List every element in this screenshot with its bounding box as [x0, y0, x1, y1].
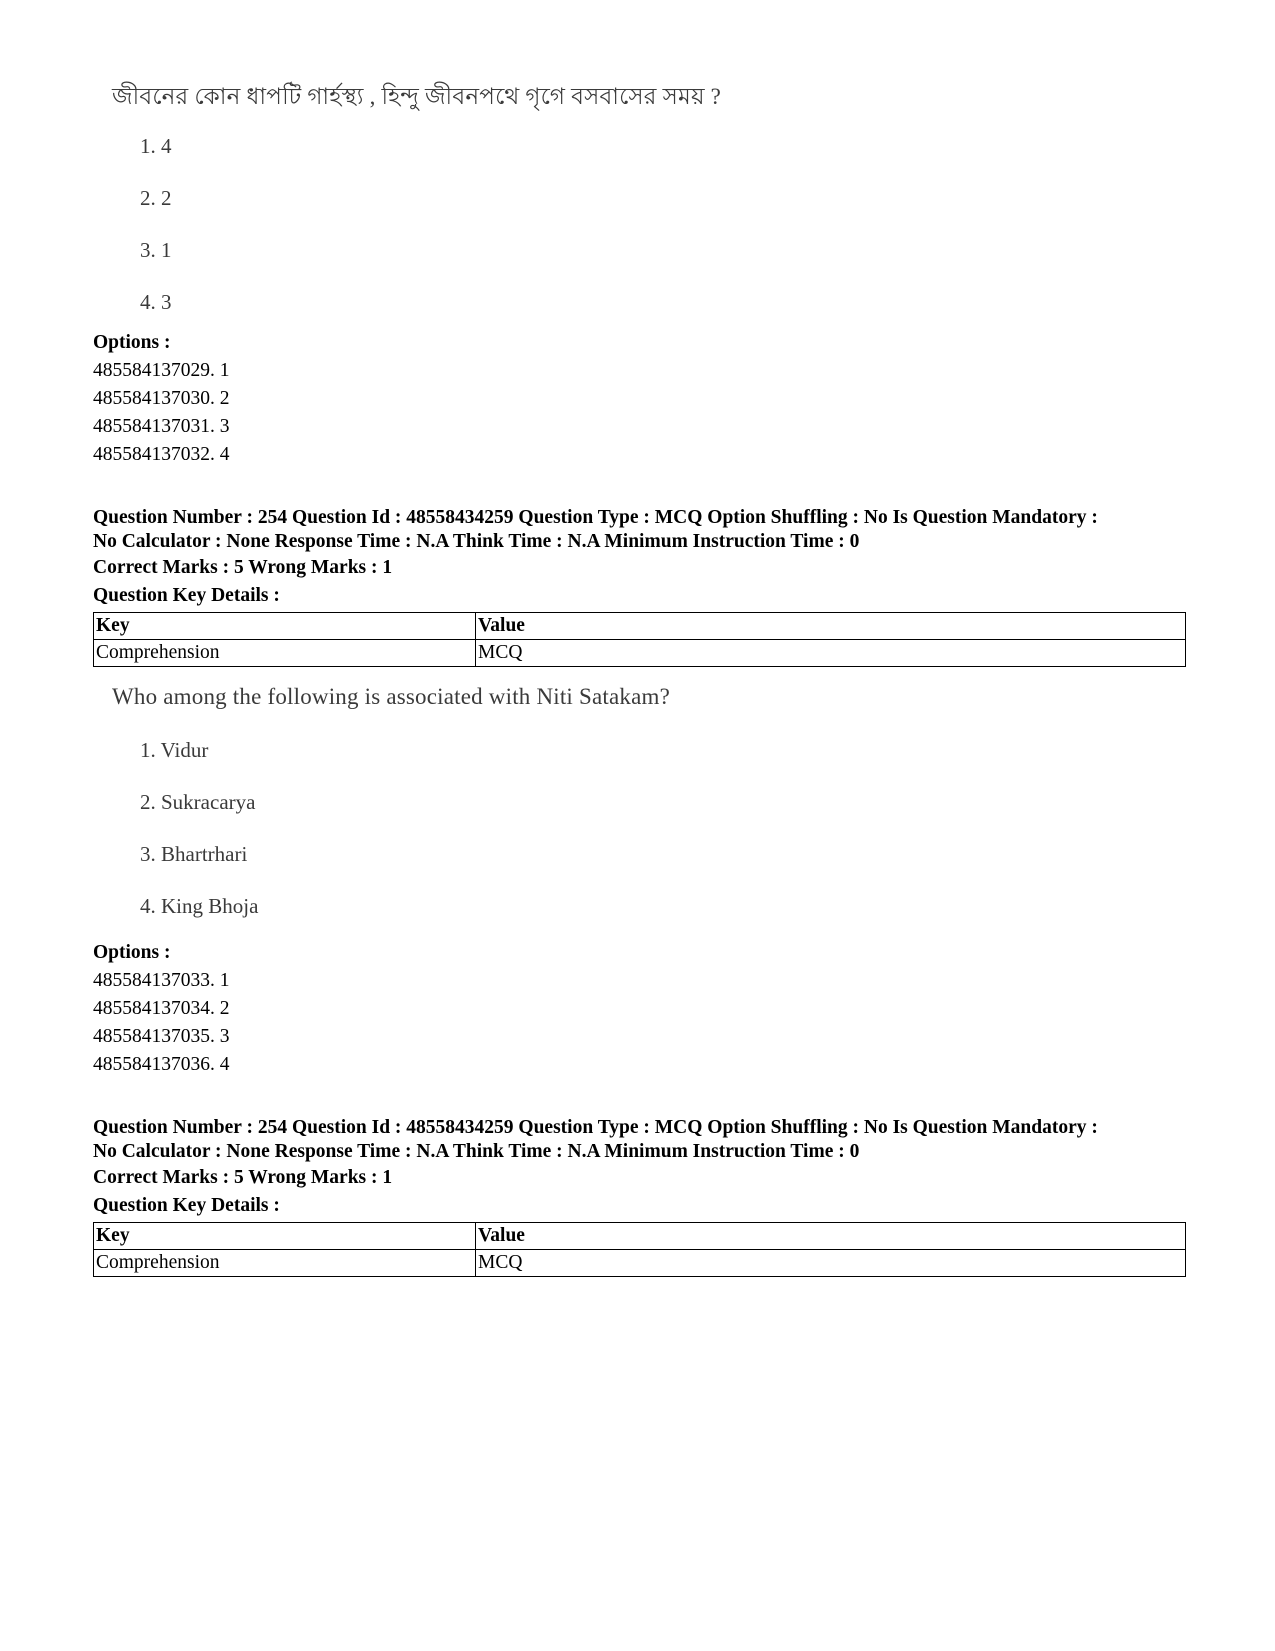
- option-row: 485584137036. 4: [93, 1054, 230, 1075]
- option-row: 485584137033. 1: [93, 970, 230, 991]
- table-header-row: [94, 1223, 1186, 1250]
- question-text: Who among the following is associated with Niti Satakam?: [112, 684, 670, 709]
- table-header-value: Value: [476, 1223, 1186, 1250]
- options-label: Options :: [93, 942, 171, 963]
- choice-3: 3. 1: [140, 238, 172, 262]
- choice-2: 2. Sukracarya: [140, 790, 256, 814]
- question-meta: [93, 506, 1213, 554]
- choice-2: 2. 2: [140, 186, 172, 210]
- table-row: [94, 640, 1186, 667]
- option-row: 485584137029. 1: [93, 360, 230, 381]
- table-header-row: [94, 613, 1186, 640]
- key-details-table: [93, 1222, 1186, 1277]
- choice-1: 1. Vidur: [140, 738, 209, 762]
- choice-4: 4. King Bhoja: [140, 894, 259, 918]
- meta-line-2: No Calculator : None Response Time : N.A Think Time : N.A Minimum Instruction Time : 0: [93, 1141, 860, 1162]
- marks-line: Correct Marks : 5 Wrong Marks : 1: [93, 557, 393, 578]
- option-row: 485584137032. 4: [93, 444, 230, 465]
- option-row: 485584137034. 2: [93, 998, 230, 1019]
- choice-4: 4. 3: [140, 290, 172, 314]
- meta-line-1: Question Number : 254 Question Id : 48558434259 Question Type : MCQ Option Shuffling : No Is Question Mandatory :: [93, 1117, 1098, 1138]
- key-details-table: [93, 612, 1186, 667]
- table-cell-value: MCQ: [476, 1250, 1186, 1277]
- table-cell-key: Comprehension: [94, 1250, 476, 1277]
- table-cell-key: Comprehension: [94, 640, 476, 667]
- option-row: 485584137031. 3: [93, 416, 230, 437]
- meta-line-2: No Calculator : None Response Time : N.A Think Time : N.A Minimum Instruction Time : 0: [93, 531, 860, 552]
- choice-3: 3. Bhartrhari: [140, 842, 248, 866]
- options-label: Options :: [93, 332, 171, 353]
- meta-line-1: Question Number : 254 Question Id : 48558434259 Question Type : MCQ Option Shuffling : No Is Question Mandatory :: [93, 507, 1098, 528]
- question-meta: [93, 1116, 1213, 1164]
- question-image-bengali: [112, 78, 722, 314]
- question-text: জীবনের কোন ধাপটি গার্হস্থ্য , হিন্দু জীবনপথে গৃগে বসবাসের সময় ?: [112, 84, 722, 109]
- marks-line: Correct Marks : 5 Wrong Marks : 1: [93, 1167, 393, 1188]
- table-header-key: Key: [94, 1223, 476, 1250]
- choice-1: 1. 4: [140, 134, 172, 158]
- table-header-key: Key: [94, 613, 476, 640]
- option-row: 485584137035. 3: [93, 1026, 230, 1047]
- table-header-value: Value: [476, 613, 1186, 640]
- table-row: [94, 1250, 1186, 1277]
- table-cell-value: MCQ: [476, 640, 1186, 667]
- option-row: 485584137030. 2: [93, 388, 230, 409]
- key-details-label: Question Key Details :: [93, 585, 280, 606]
- question-image-english: [112, 684, 670, 918]
- key-details-label: Question Key Details :: [93, 1195, 280, 1216]
